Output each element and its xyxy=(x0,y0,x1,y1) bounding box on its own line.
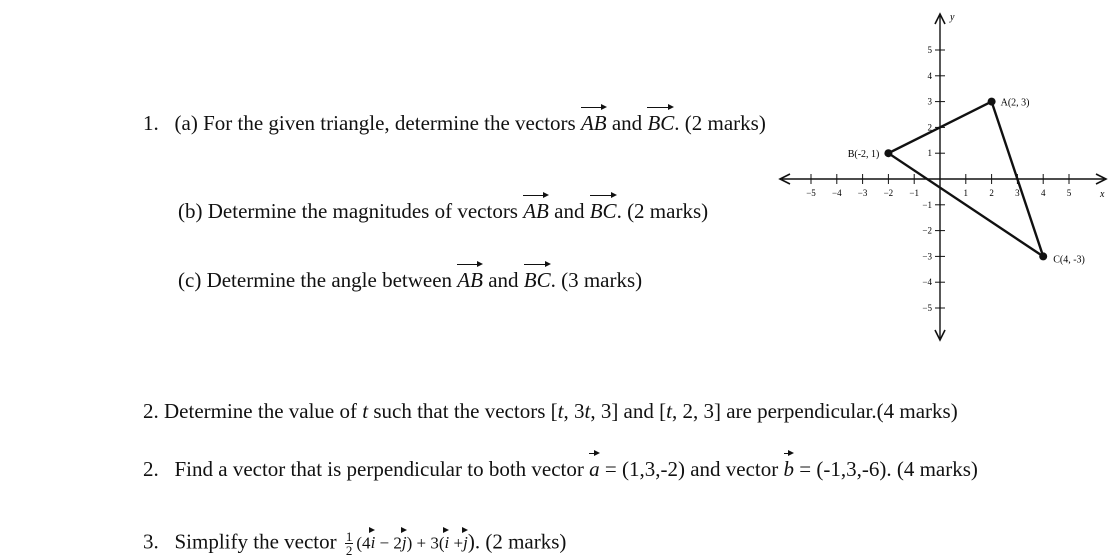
question-1a xyxy=(143,113,766,134)
vector-ab: AB xyxy=(457,270,483,291)
y-axis-label: y xyxy=(950,12,955,23)
x-tick-label: 1 xyxy=(963,188,969,198)
vector-arrow-icon xyxy=(524,261,551,268)
unit-vector-i: i xyxy=(371,534,376,551)
y-tick-label: 1 xyxy=(927,148,932,159)
unit-vector-j: j xyxy=(463,534,468,551)
y-tick-label: −1 xyxy=(922,199,932,210)
x-tick-label: −5 xyxy=(806,188,816,198)
x-tick-label: −3 xyxy=(857,188,868,198)
vertex-label: A(2, 3) xyxy=(1000,97,1030,109)
vector-ab: AB xyxy=(581,113,607,134)
y-tick-label: 4 xyxy=(927,70,932,81)
vector-arrow-icon xyxy=(589,450,600,457)
conjunction: and xyxy=(554,199,585,223)
part-label: (b) xyxy=(178,199,203,223)
part-label: (a) xyxy=(174,111,198,135)
y-tick-label: −3 xyxy=(922,251,932,262)
x-tick-label: 4 xyxy=(1040,188,1046,198)
marks: . (2 marks) xyxy=(674,111,766,135)
unit-vector-j: j xyxy=(402,534,407,551)
question-text: Determine the angle between xyxy=(206,268,453,292)
unit-vector-i: i xyxy=(445,534,450,551)
coordinate-graph xyxy=(760,0,1120,360)
x-tick-label: −4 xyxy=(832,188,842,198)
vector-a: a xyxy=(589,459,600,480)
vector-arrow-icon xyxy=(523,192,549,199)
x-tick-label: −1 xyxy=(909,188,919,198)
question-2-perpendicular-t: 2. Determine the value of t such that the vectors [t, 3t, 3] and [t, 2, 3] are perpendicular.(4 marks) xyxy=(143,399,958,423)
question-1c xyxy=(178,270,642,291)
question-2-cross-product: 2. Find a vector that is perpendicular to both vector a = (1,3,-2) and vector b = (-1,3,-6). (4 marks) xyxy=(143,459,978,480)
question-text: For the given triangle, determine the vectors xyxy=(203,111,576,135)
vector-ab: AB xyxy=(523,201,549,222)
vertex-label: C(4, -3) xyxy=(1053,254,1085,266)
conjunction: and xyxy=(611,111,643,135)
y-tick-label: 3 xyxy=(927,96,932,107)
vector-arrow-icon xyxy=(784,450,795,457)
marks: . (3 marks) xyxy=(550,268,643,292)
x-tick-label: 3 xyxy=(1015,188,1020,198)
vector-arrow-icon xyxy=(581,104,607,111)
vector-bc: BC xyxy=(590,201,617,222)
vertex-point xyxy=(1039,252,1047,260)
y-tick-label: 2 xyxy=(927,122,932,133)
y-tick-label: −2 xyxy=(922,225,932,236)
vector-bc: BC xyxy=(647,113,674,134)
question-3: 3. Simplify the vector $\frac{1}{2}$ (4 i − 2 j) + 3( i + j). (2 marks) xyxy=(143,529,567,558)
vertex-point xyxy=(884,149,892,157)
question-number: 1. xyxy=(143,111,159,135)
x-tick-label: 2 xyxy=(989,188,994,198)
fraction: $\frac{1}{2}$ xyxy=(345,529,353,558)
y-tick-label: 5 xyxy=(927,45,932,55)
x-axis-label: x xyxy=(1100,189,1105,200)
question-1b xyxy=(178,201,708,222)
x-tick-label: 5 xyxy=(1066,188,1072,198)
y-tick-label: −4 xyxy=(922,277,932,288)
vertex-label: B(-2, 1) xyxy=(847,149,880,161)
conjunction: and xyxy=(488,268,519,292)
question-text: Determine the magnitudes of vectors xyxy=(207,199,518,223)
vector-arrow-icon xyxy=(457,261,483,268)
vector-bc: BC xyxy=(524,270,551,291)
vector-arrow-icon xyxy=(590,192,617,199)
vector-b: b xyxy=(784,459,795,480)
x-tick-label: −2 xyxy=(883,188,894,198)
question-number: 3. xyxy=(143,529,159,554)
marks: . (2 marks) xyxy=(616,199,709,223)
question-number: 2. xyxy=(143,457,159,481)
part-label: (c) xyxy=(178,268,202,292)
vector-arrow-icon xyxy=(647,104,674,111)
vertex-point xyxy=(988,98,996,106)
y-tick-label: −5 xyxy=(922,303,932,313)
